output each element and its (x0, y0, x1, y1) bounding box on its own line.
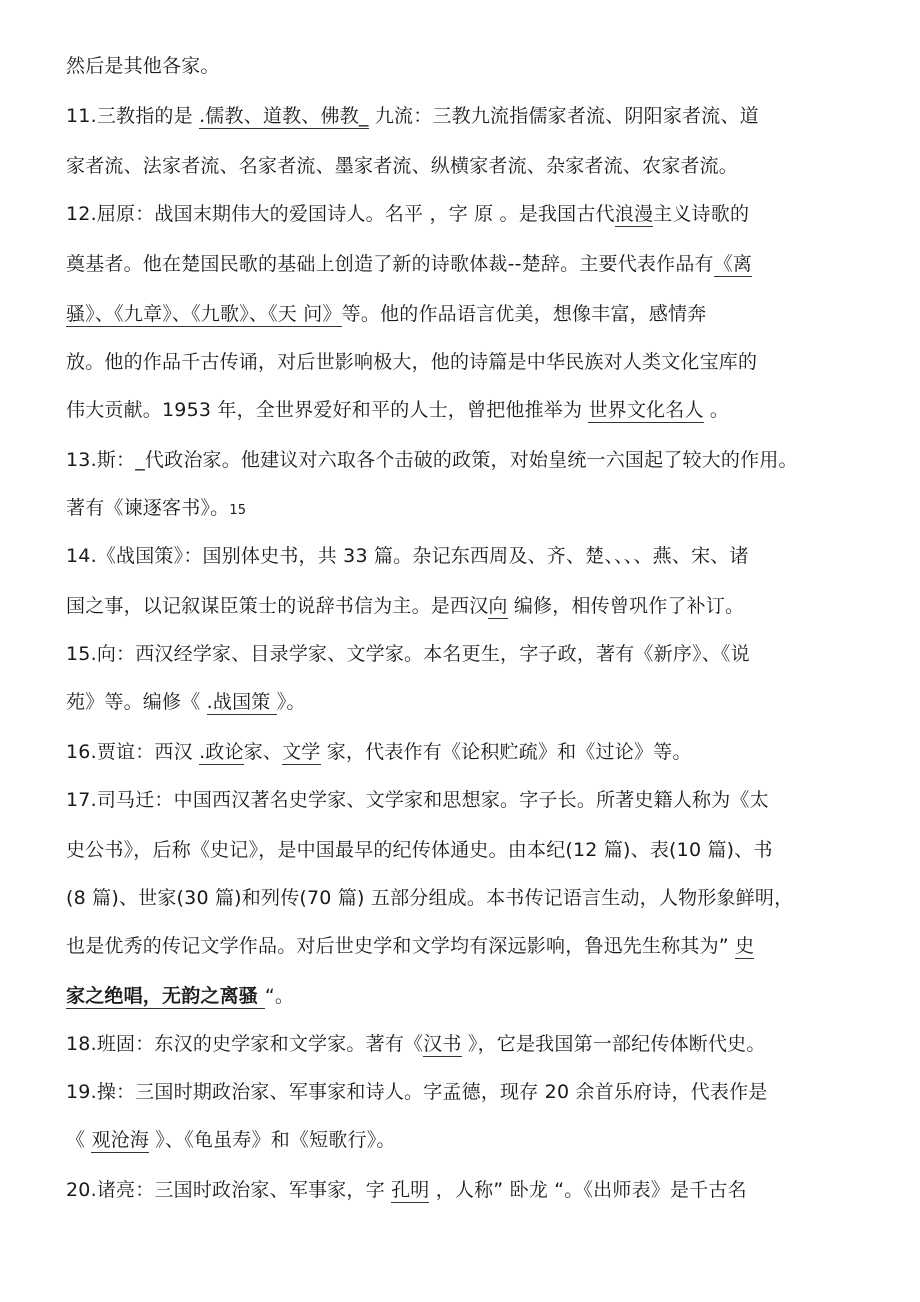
text-segment: 家、 (243, 741, 283, 763)
underlined-answer: .战国策 (206, 691, 277, 713)
underlined-answer: 文学 (282, 741, 321, 763)
text-segment: 12.屈原：战国末期伟大的爱国诗人。名平 ，字 原 。是我国古代 (66, 203, 615, 225)
text-segment: “。 (264, 985, 295, 1007)
text-segment: 14.《战国策》：国别体史书，共 33 篇。杂记东西周及、齐、楚、、、、燕、宋、诸 (66, 545, 749, 567)
text-segment: 家者流、法家者流、名家者流、墨家者流、纵横家者流、杂家者流、农家者流。 (66, 155, 739, 177)
text-segment: 史公书》，后称《史记》，是中国最早的纪传体通史。由本纪(12 篇)、表(10 篇)、书 (66, 839, 773, 861)
text-segment: 20.诸亮：三国时政治家、军事家，字 (66, 1179, 392, 1201)
text-segment: 11.三教指的是 (66, 105, 200, 127)
text-segment: 主义诗歌的 (653, 203, 750, 225)
text-line (66, 641, 866, 667)
text-line (66, 53, 866, 79)
underlined-answer: 孔明 (391, 1179, 430, 1201)
text-line (66, 983, 866, 1009)
text-line (66, 739, 866, 765)
text-line (66, 301, 866, 327)
text-line (66, 933, 866, 959)
text-segment: 国之事，以记叙谋臣策士的说辞书信为主。是西汉 (66, 595, 489, 617)
text-segment: 伟大贡献。1953 年，全世界爱好和平的人士，曾把他推举为 (66, 399, 589, 421)
text-segment: 13.斯：_代政治家。他建议对六取各个击破的政策，对始皇统一六国起了较大的作用。 (66, 449, 798, 471)
text-line (66, 543, 866, 569)
text-segment: 然后是其他各家。 (66, 55, 220, 77)
text-line (66, 251, 866, 277)
text-segment: 16.贾谊：西汉 (66, 741, 200, 763)
text-segment: 《 (66, 1129, 92, 1151)
text-segment: 家，代表作有《论积贮疏》和《过论》等。 (320, 741, 692, 763)
text-segment: 著有《谏逐客书》。 (66, 497, 230, 519)
underlined-answer: 汉书 (423, 1033, 462, 1055)
underlined-answer: .政论 (199, 741, 244, 763)
text-segment: 。 (703, 399, 730, 421)
underlined-answer: 骚》、《九章》、《九歌》、《天 问》 (66, 303, 342, 325)
text-segment: 》，它是我国第一部纪传体断代史。 (461, 1033, 766, 1055)
text-line (66, 1079, 866, 1105)
text-segment: ，人称” 卧龙 “。《出师表》是千古名 (429, 1179, 747, 1201)
text-segment: (8 篇)、世家(30 篇)和列传(70 篇) 五部分组成。本书传记语言生动，人物形象鲜明， (66, 887, 794, 909)
text-segment: 九流：三教九流指儒家者流、阴阳家者流、道 (368, 105, 759, 127)
text-line (66, 837, 866, 863)
text-line (66, 397, 866, 423)
underlined-answer: .儒教、道教、佛教_ (199, 105, 369, 127)
text-line (66, 103, 866, 129)
text-line (66, 593, 866, 619)
text-line (66, 1127, 866, 1153)
text-line (66, 689, 866, 715)
text-segment: 18.班固：东汉的史学家和文学家。著有《 (66, 1033, 424, 1055)
text-segment: 也是优秀的传记文学作品。对后世史学和文学均有深远影响，鲁迅先生称其为” (66, 935, 736, 957)
underlined-answer: 史 (735, 935, 755, 957)
text-line (66, 1177, 866, 1203)
text-line (66, 495, 866, 524)
text-segment: 》、《龟虽寿》和《短歌行》。 (149, 1129, 396, 1151)
text-line (66, 153, 866, 179)
underlined-answer: 向 (488, 595, 508, 617)
text-segment: 17.司马迁：中国西汉著名史学家、文学家和思想家。字子长。所著史籍人称为《太 (66, 789, 769, 811)
text-segment: 》。 (276, 691, 306, 713)
text-segment: 15.向：西汉经学家、目录学家、文学家。本名更生，字子政，著有《新序》、《说 (66, 643, 750, 665)
text-segment: 等。他的作品语言优美，想像丰富，感情奔 (341, 303, 707, 325)
underlined-answer: 家之绝唱，无韵之离骚 (66, 985, 265, 1007)
text-segment: 编修，相传曾巩作了补订。 (507, 595, 745, 617)
text-line (66, 349, 866, 375)
underlined-answer: 《离 (713, 253, 753, 275)
underlined-answer: 浪漫 (614, 203, 654, 225)
text-segment: 15 (229, 503, 247, 518)
text-line (66, 201, 866, 227)
text-segment: 奠基者。他在楚国民歌的基础上创造了新的诗歌体裁--楚辞。主要代表作品有 (66, 253, 714, 275)
text-line (66, 447, 866, 473)
text-segment: 19.操：三国时期政治家、军事家和诗人。字孟德，现存 20 余首乐府诗，代表作是 (66, 1081, 768, 1103)
text-line (66, 885, 866, 911)
text-segment: 放。他的作品千古传诵，对后世影响极大，他的诗篇是中华民族对人类文化宝库的 (66, 351, 758, 373)
underlined-answer: 观沧海 (91, 1129, 150, 1151)
underlined-answer: 世界文化名人 (588, 399, 704, 421)
text-line (66, 1031, 866, 1057)
text-segment: 苑》等。编修《 (66, 691, 207, 713)
text-line (66, 787, 866, 813)
